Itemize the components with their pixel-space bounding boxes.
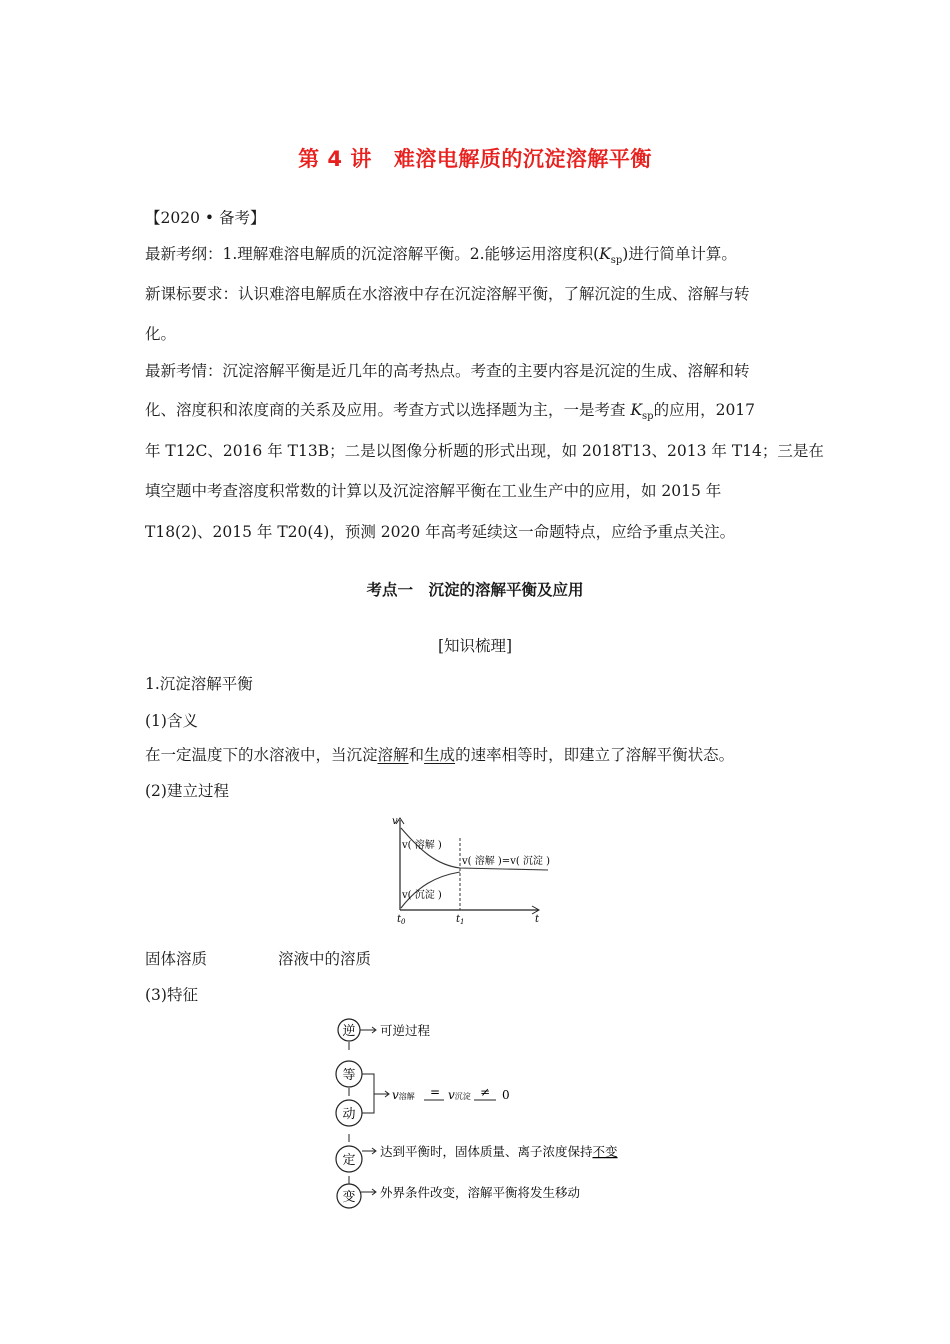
exam-trend-text: 化、溶度积和浓度商的关系及应用。考查方式以选择题为主，一是考查 [145,401,631,419]
y-axis-label: v [392,816,398,827]
rate-v-dissolve-sub: 溶解 [398,1092,415,1101]
feature-desc-constant [380,1144,618,1159]
feature-char-dynamic: 动 [342,1107,356,1122]
definition-text: 在一定温度下的水溶液中，当沉淀 [145,746,378,764]
feature-desc-reverse: 可逆过程 [380,1023,431,1038]
feature-desc-constant-blank: 不变 [592,1144,618,1159]
exam-trend-line2 [145,400,755,427]
heading-1: 1.沉淀溶解平衡 [145,675,253,693]
prep-badge: 【2020 • 备考】 [145,209,266,227]
rate-equation [392,1088,415,1102]
curriculum-req-cont: 化。 [145,325,177,343]
t1-subscript: 1 [460,918,465,926]
bracket-equal-dynamic [362,1074,374,1113]
heading-1-3: (3)特征 [145,986,198,1004]
t0-subscript: 0 [401,918,406,926]
exam-trend-line3: 年 T12C、2016 年 T13B；二是以图像分析题的形式出现，如 2018T13、2013 年 T14；三是在 [145,442,824,460]
ksp-subscript: sp [610,255,623,267]
exam-trend-text-end: 的应用，2017 [653,401,756,419]
ksp-symbol-2: K [630,401,643,419]
section-subtitle: [知识梳理] [437,637,513,655]
features-diagram [330,1016,630,1212]
curriculum-req: 新课标要求：认识难溶电解质在水溶液中存在沉淀溶解平衡，了解沉淀的生成、溶解与转 [145,285,750,303]
precipitate-label: v( 沉淀 ) [402,890,442,901]
rate-time-graph [378,810,554,926]
definition-and: 和 [408,746,425,764]
feature-char-constant: 定 [342,1153,356,1168]
equal-rate-label: v( 溶解 )=v( 沉淀 ) [462,856,550,867]
blank-form: 生成 [424,746,456,764]
exam-trend: 最新考情：沉淀溶解平衡是近几年的高考热点。考查的主要内容是沉淀的生成、溶解和转 [145,362,750,380]
definition-paragraph [145,745,734,765]
blank-dissolve: 溶解 [377,746,409,764]
heading-1-1: (1)含义 [145,712,198,730]
zero-value: 0 [502,1088,510,1102]
heading-1-2: (2)建立过程 [145,782,229,800]
t0-label [397,914,406,926]
lecture-title: 难溶电解质的沉淀溶解平衡 [393,147,652,171]
solid-solute: 固体溶质 [145,950,208,968]
page-title [0,143,950,173]
feature-desc-change: 外界条件改变，溶解平衡将发生移动 [380,1185,581,1200]
section-title: 考点一 沉淀的溶解平衡及应用 [366,581,584,599]
ksp-subscript-2: sp [642,411,654,423]
lecture-number: 第 4 讲 [298,147,372,171]
equals-sign: = [430,1085,441,1099]
definition-end: 的速率相等时，即建立了溶解平衡状态。 [455,746,735,764]
feature-char-change: 变 [342,1190,356,1205]
exam-trend-line5: T18(2)、2015 年 T20(4)，预测 2020 年高考延续这一命题特点，应给予重点关注。 [145,523,736,541]
rate-v-dissolve: v [392,1088,399,1102]
feature-desc-constant-text: 达到平衡时，固体质量、离子浓度保持 [380,1144,593,1159]
x-axis-label: t [535,914,540,925]
exam-outline-text: 最新考纲：1.理解难溶电解质的沉淀溶解平衡。2.能够运用溶度积( [145,245,600,263]
rate-v-precip: v [448,1088,455,1102]
exam-trend-line4: 填空题中考查溶度积常数的计算以及沉淀溶解平衡在工业生产中的应用，如 2015 年 [145,482,722,500]
feature-char-reverse: 逆 [342,1024,356,1039]
not-equal-sign: ≠ [480,1085,491,1099]
feature-char-equal: 等 [342,1068,356,1083]
t1-symbol: t [456,914,461,925]
exam-outline-end: )进行简单计算。 [622,245,737,263]
dissolved-solute: 溶液中的溶质 [278,950,372,968]
dissolve-label: v( 溶解 ) [402,840,442,851]
exam-outline [145,244,737,271]
ksp-symbol: K [599,245,611,263]
rate-v-precip-sub: 沉淀 [454,1092,471,1101]
t1-label [456,914,465,926]
t0-symbol: t [397,914,402,925]
rate-equation-2 [448,1088,471,1102]
